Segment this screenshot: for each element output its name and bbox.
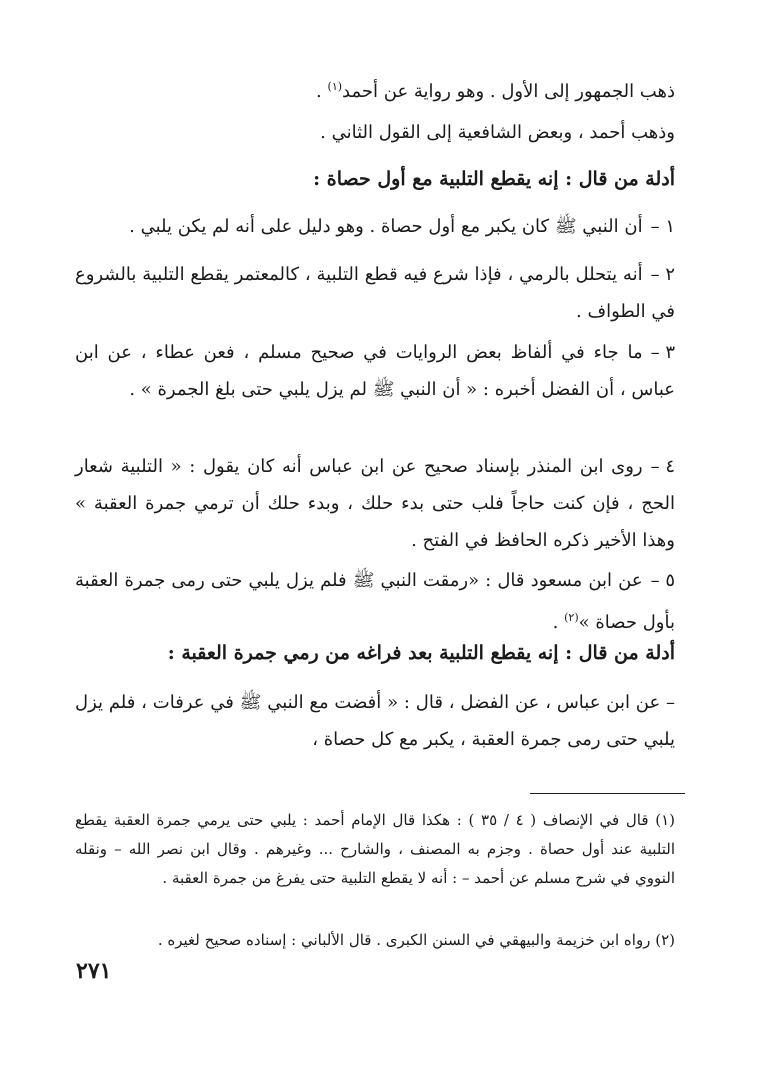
list-item-text: روى ابن المنذر بإسناد صحيح عن ابن عباس أنه كان يقول : « التلبية شعار الحج ، فإن كنت حاجاً فلب حتى بدء حلك ، وبدء حلك أن ترمي جمرة العقبة » وهذا الأخير ذكره الحافظ في الفتح . [75, 456, 675, 551]
list-item-2 [75, 256, 675, 330]
page-number: ٢٧١ [76, 958, 112, 984]
list-item-text: عن ابن مسعود قال : «رمقت النبي ﷺ فلم يزل يلبي حتى رمى جمرة العقبة بأول حصاة » [75, 570, 675, 633]
list-item-1 [75, 208, 675, 245]
section-2-paragraph: – عن ابن عباس ، عن الفضل ، قال : « أفضت مع النبي ﷺ في عرفات ، فلم يزل يلبي حتى رمى جمرة العقبة ، يكبر مع كل حصاة ، [75, 692, 675, 750]
footnote-ref-2[interactable]: (٢) [564, 611, 579, 624]
footnote-1 [75, 806, 675, 893]
list-item-text: أن النبي ﷺ كان يكبر مع أول حصاة . وهو دليل على أنه لم يكن يلبي . [129, 216, 643, 237]
list-item-number: ٣ – [650, 342, 675, 363]
intro-line-1-text: ذهب الجمهور إلى الأول . وهو رواية عن أحمد [342, 81, 675, 102]
footnote-number: (٢) [655, 931, 675, 949]
footnote-separator [530, 793, 685, 794]
list-item-5 [75, 562, 675, 641]
footnote-text: رواه ابن خزيمة والبيهقي في السنن الكبرى . قال الألباني : إسناده صحيح لغيره . [157, 931, 651, 949]
footnote-2 [75, 926, 675, 955]
list-item-text: أنه يتحلل بالرمي ، فإذا شرع فيه قطع التلبية ، كالمعتمر يقطع التلبية بالشروع في الطواف . [75, 264, 675, 322]
list-item-number: ١ – [650, 216, 675, 237]
list-item-end: . [552, 612, 559, 633]
intro-line-1 [75, 72, 675, 107]
list-item-text: ما جاء في ألفاظ بعض الروايات في صحيح مسلم ، فعن عطاء ، عن ابن عباس ، أن الفضل أخبره : « أن النبي ﷺ لم يزل يلبي حتى بلغ الجمرة » . [75, 342, 675, 400]
list-item-number: ٤ – [650, 456, 675, 477]
intro-line-2: وذهب أحمد ، وبعض الشافعية إلى القول الثاني . [320, 122, 675, 143]
section-1-heading: أدلة من قال : إنه يقطع التلبية مع أول حصاة : [313, 168, 675, 190]
intro-line-1-end: . [316, 81, 322, 102]
list-item-3 [75, 334, 675, 408]
footnote-number: (١) [655, 811, 676, 829]
footnote-text: قال في الإنصاف ( ٤ / ٣٥ ) : هكذا قال الإمام أحمد : يلبي حتى يرمي جمرة العقبة يقطع التلبية عند أول حصاة . وجزم به المصنف ، والشارح ... وغيرهم . وقال ابن نصر الله – ونقله النووي في شرح مسلم عن أحمد – : أنه لا يقطع التلبية حتى يفرغ من جمرة العقبة . [75, 811, 675, 887]
list-item-number: ٢ – [650, 264, 675, 285]
list-item-4 [75, 448, 675, 559]
footnote-ref-1[interactable]: (١) [327, 80, 343, 93]
section-2-heading: أدلة من قال : إنه يقطع التلبية بعد فراغه من رمي جمرة العقبة : [167, 642, 675, 664]
list-item-number: ٥ – [650, 570, 675, 591]
